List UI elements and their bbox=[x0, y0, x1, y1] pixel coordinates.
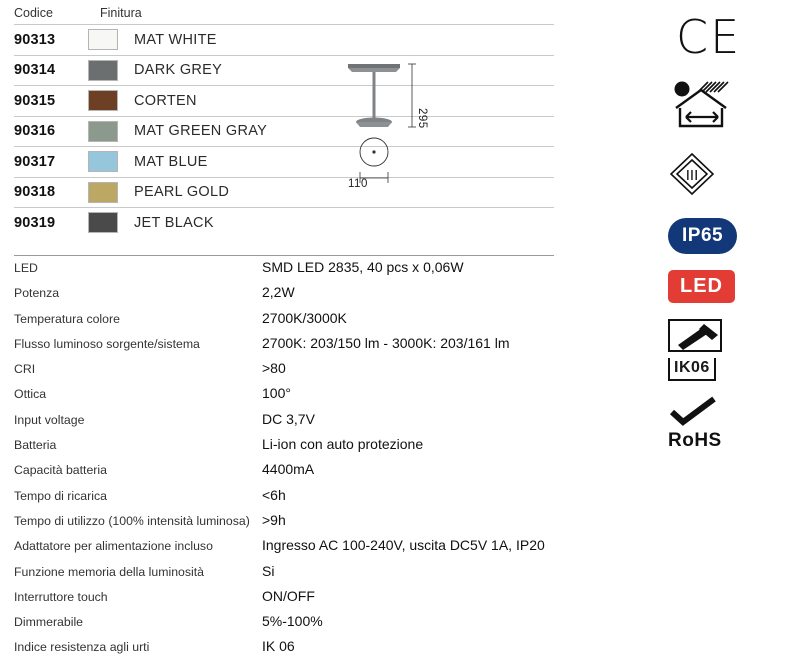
spec-label: Capacità batteria bbox=[14, 463, 107, 478]
finish-code: 90318 bbox=[14, 184, 56, 201]
spec-value: Si bbox=[262, 562, 275, 579]
table-row bbox=[14, 24, 554, 55]
spec-row bbox=[14, 360, 554, 385]
house-arrow-svg bbox=[668, 76, 746, 130]
impact-hammer-svg bbox=[668, 319, 728, 353]
spec-label: Flusso luminoso sorgente/sistema bbox=[14, 336, 200, 351]
spec-row bbox=[14, 588, 554, 613]
spec-label: Dimmerabile bbox=[14, 615, 84, 630]
spec-value: DC 3,7V bbox=[262, 410, 315, 427]
finish-table-header bbox=[14, 6, 554, 24]
spec-row bbox=[14, 310, 554, 335]
rohs-check-svg bbox=[668, 397, 722, 425]
spec-value: >80 bbox=[262, 360, 286, 377]
table-row bbox=[14, 85, 554, 116]
finish-col-code-header: Codice bbox=[14, 6, 53, 20]
finish-code: 90319 bbox=[14, 214, 56, 231]
spec-label: CRI bbox=[14, 362, 36, 377]
spec-value: 5%-100% bbox=[262, 613, 323, 630]
finish-name: JET BLACK bbox=[134, 214, 214, 231]
spec-value: 2700K: 203/150 lm - 3000K: 203/161 lm bbox=[262, 334, 510, 351]
spec-value: Ingresso AC 100-240V, uscita DC5V 1A, IP20 bbox=[262, 537, 545, 554]
color-swatch bbox=[88, 90, 118, 111]
spec-label: Interruttore touch bbox=[14, 589, 108, 604]
spec-label: Tempo di ricarica bbox=[14, 488, 107, 503]
spec-value: 2700K/3000K bbox=[262, 309, 347, 326]
spec-label: Indice resistenza agli urti bbox=[14, 640, 150, 655]
finish-code: 90313 bbox=[14, 31, 56, 48]
spec-row bbox=[14, 461, 554, 486]
ce-mark-icon bbox=[668, 10, 788, 64]
ip-rating-label: IP65 bbox=[668, 218, 737, 254]
indoor-outdoor-icon bbox=[668, 76, 788, 135]
finish-name: DARK GREY bbox=[134, 62, 223, 79]
spec-row bbox=[14, 512, 554, 537]
spec-value: <6h bbox=[262, 486, 286, 503]
spec-row bbox=[14, 385, 554, 410]
spec-value: 4400mA bbox=[262, 461, 315, 478]
table-row bbox=[14, 207, 554, 238]
finish-name: CORTEN bbox=[134, 92, 197, 109]
finish-name: MAT BLUE bbox=[134, 153, 208, 170]
finish-col-finish-header: Finitura bbox=[100, 6, 142, 20]
finish-code: 90317 bbox=[14, 153, 56, 170]
spec-row bbox=[14, 537, 554, 562]
table-row bbox=[14, 55, 554, 86]
ip-rating-badge bbox=[668, 218, 788, 254]
spec-row bbox=[14, 335, 554, 360]
spec-row bbox=[14, 436, 554, 461]
finish-table bbox=[14, 6, 554, 238]
svg-text:III: III bbox=[685, 167, 699, 184]
ce-mark-label: CE bbox=[676, 10, 742, 64]
spec-label: Batteria bbox=[14, 438, 57, 453]
color-swatch bbox=[88, 121, 118, 142]
spec-row bbox=[14, 613, 554, 638]
class-iii-icon bbox=[668, 151, 788, 202]
spec-row bbox=[14, 284, 554, 309]
finish-name: MAT GREEN GRAY bbox=[134, 123, 268, 140]
spec-row bbox=[14, 411, 554, 436]
finish-name: PEARL GOLD bbox=[134, 184, 230, 201]
spec-label: Potenza bbox=[14, 286, 60, 301]
spec-label: LED bbox=[14, 261, 38, 275]
spec-row bbox=[14, 638, 554, 663]
spec-label: Ottica bbox=[14, 387, 47, 402]
spec-value: 100° bbox=[262, 385, 291, 402]
color-swatch bbox=[88, 182, 118, 203]
spec-value: SMD LED 2835, 40 pcs x 0,06W bbox=[262, 259, 464, 275]
spec-label: Funzione memoria della luminosità bbox=[14, 564, 205, 579]
height-dimension-label: 295 bbox=[416, 108, 428, 129]
finish-code: 90315 bbox=[14, 92, 56, 109]
certification-icons bbox=[668, 10, 788, 468]
specifications-table bbox=[14, 255, 554, 664]
color-swatch bbox=[88, 151, 118, 172]
spec-label: Tempo di utilizzo (100% intensità luminosa) bbox=[14, 513, 250, 528]
table-row bbox=[14, 116, 554, 147]
spec-label: Adattatore per alimentazione incluso bbox=[14, 539, 213, 554]
class-iii-svg bbox=[668, 151, 734, 197]
width-dimension-label: 110 bbox=[348, 178, 368, 190]
technical-drawing bbox=[330, 50, 460, 200]
led-label: LED bbox=[668, 270, 735, 303]
spec-row bbox=[14, 259, 554, 284]
ik-rating-label: IK06 bbox=[668, 358, 716, 381]
finish-name: MAT WHITE bbox=[134, 31, 217, 48]
spec-row bbox=[14, 563, 554, 588]
finish-code: 90316 bbox=[14, 123, 56, 140]
spec-label: Input voltage bbox=[14, 412, 85, 427]
finish-code: 90314 bbox=[14, 62, 56, 79]
color-swatch bbox=[88, 212, 118, 233]
spec-row bbox=[14, 487, 554, 512]
rohs-icon bbox=[668, 397, 788, 452]
spec-label: Temperatura colore bbox=[14, 311, 120, 326]
ik-rating-icon bbox=[668, 319, 744, 381]
led-badge bbox=[668, 270, 788, 303]
color-swatch bbox=[88, 60, 118, 81]
rohs-label: RoHS bbox=[668, 430, 722, 451]
spec-value: IK 06 bbox=[262, 638, 295, 655]
spec-value: >9h bbox=[262, 511, 286, 528]
color-swatch bbox=[88, 29, 118, 50]
table-row bbox=[14, 146, 554, 177]
spec-value: 2,2W bbox=[262, 284, 295, 301]
table-row bbox=[14, 177, 554, 208]
spec-value: Li-ion con auto protezione bbox=[262, 436, 424, 453]
spec-value: ON/OFF bbox=[262, 587, 315, 604]
